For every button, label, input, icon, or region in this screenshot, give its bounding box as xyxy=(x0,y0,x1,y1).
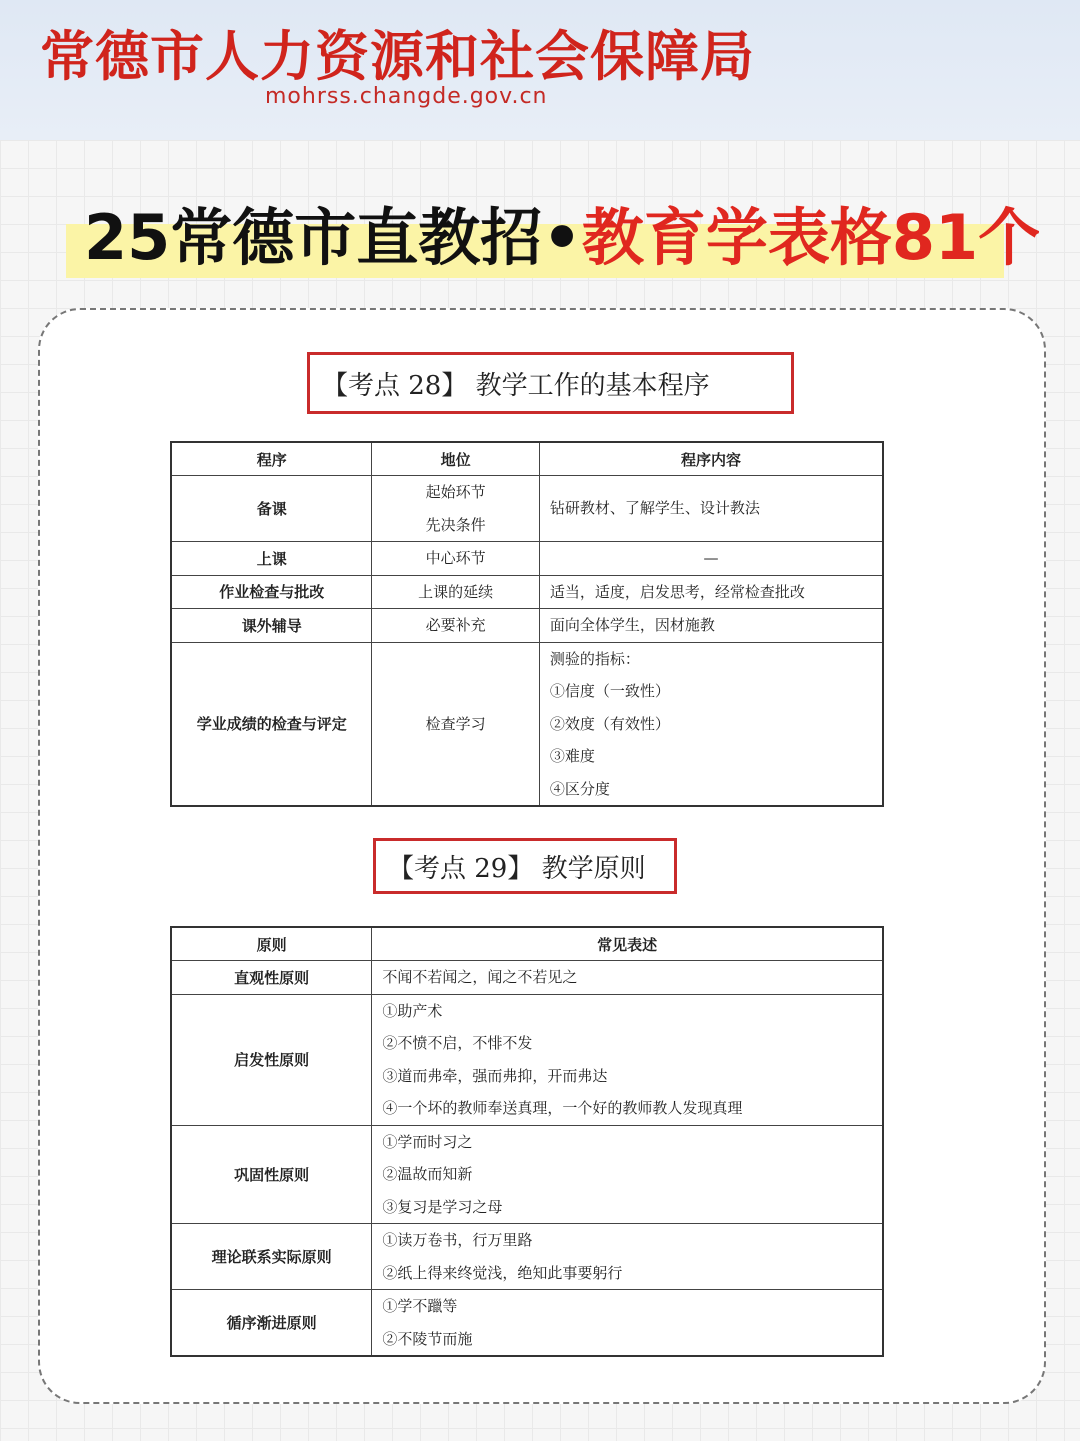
expression-line: ①读万卷书，行万里路 xyxy=(382,1231,533,1249)
column-header: 程序内容 xyxy=(539,442,883,476)
expression-line: ④一个坏的教师奉送真理，一个好的教师教人发现真理 xyxy=(382,1099,743,1117)
table-header-row xyxy=(171,927,883,961)
status-line: 先决条件 xyxy=(425,515,486,534)
status-line: 上课的延续 xyxy=(418,582,494,601)
status-cell xyxy=(372,542,539,576)
status-line: 起始环节 xyxy=(425,483,486,501)
status-cell xyxy=(372,642,539,806)
expression-line: ①学不躐等 xyxy=(382,1297,458,1315)
expression-line: ③复习是学习之母 xyxy=(382,1197,503,1216)
table-row xyxy=(171,961,883,995)
content-line: 测验的指标： xyxy=(549,649,640,668)
principle-cell: 直观性原则 xyxy=(171,961,372,995)
content-cell xyxy=(539,609,883,643)
column-header: 常见表述 xyxy=(372,927,883,961)
expression-line: ①学而时习之 xyxy=(382,1132,473,1151)
section-28-heading: 【考点 28】 教学工作的基本程序 xyxy=(307,352,794,414)
table-row xyxy=(171,1224,883,1290)
table-row xyxy=(171,476,883,542)
procedure-cell: 上课 xyxy=(171,542,372,576)
column-header: 程序 xyxy=(171,442,372,476)
table-row xyxy=(171,994,883,1125)
table-header-row xyxy=(171,442,883,476)
section-29-heading: 【考点 29】 教学原则 xyxy=(373,838,677,894)
content-cell xyxy=(539,476,883,542)
expression-line: ②不愤不启，不悱不发 xyxy=(382,1034,533,1052)
page-title xyxy=(84,188,1040,277)
content-line: 面向全体学生，因材施教 xyxy=(549,616,715,634)
principle-cell: 巩固性原则 xyxy=(171,1125,372,1224)
column-header: 地位 xyxy=(372,442,539,476)
org-name: 常德市人力资源和社会保障局 xyxy=(40,25,755,88)
status-cell xyxy=(372,609,539,643)
column-header: 原则 xyxy=(171,927,372,961)
expression-line: ①助产术 xyxy=(382,1001,443,1020)
procedure-cell: 作业检查与批改 xyxy=(171,575,372,609)
content-line: — xyxy=(703,549,719,567)
table-row xyxy=(171,542,883,576)
expression-cell xyxy=(372,961,883,995)
title-part-1: 25常德市直教招• xyxy=(84,201,582,274)
expression-line: ②不陵节而施 xyxy=(382,1329,473,1348)
status-line: 必要补充 xyxy=(425,616,486,634)
expression-cell xyxy=(372,994,883,1125)
content-line: ②效度（有效性） xyxy=(549,714,670,733)
table-row xyxy=(171,642,883,806)
principle-cell: 循序渐进原则 xyxy=(171,1290,372,1357)
status-line: 检查学习 xyxy=(425,714,486,733)
teaching-procedure-table xyxy=(170,441,884,807)
site-header xyxy=(0,0,1080,140)
table-row xyxy=(171,575,883,609)
table-row xyxy=(171,1290,883,1357)
expression-line: ②纸上得来终觉浅，绝知此事要躬行 xyxy=(382,1263,623,1282)
expression-line: 不闻不若闻之，闻之不若见之 xyxy=(382,968,578,986)
principle-cell: 理论联系实际原则 xyxy=(171,1224,372,1290)
status-line: 中心环节 xyxy=(425,549,486,567)
expression-line: ③道而弗牵，强而弗抑，开而弗达 xyxy=(382,1066,608,1085)
expression-cell xyxy=(372,1224,883,1290)
content-line: 钻研教材、了解学生、设计教法 xyxy=(549,499,760,518)
content-cell xyxy=(539,575,883,609)
teaching-principles-table xyxy=(170,926,884,1357)
content-cell xyxy=(539,542,883,576)
principle-cell: 启发性原则 xyxy=(171,994,372,1125)
content-line: 适当，适度，启发思考，经常检查批改 xyxy=(549,582,805,601)
status-cell xyxy=(372,575,539,609)
procedure-cell: 学业成绩的检查与评定 xyxy=(171,642,372,806)
procedure-cell: 备课 xyxy=(171,476,372,542)
content-line: ④区分度 xyxy=(549,779,610,798)
content-line: ①信度（一致性） xyxy=(549,682,670,700)
title-part-2: 教育学表格81个 xyxy=(581,201,1041,274)
content-line: ③难度 xyxy=(549,747,595,765)
expression-line: ②温故而知新 xyxy=(382,1165,473,1183)
expression-cell xyxy=(372,1290,883,1357)
table-row xyxy=(171,1125,883,1224)
status-cell xyxy=(372,476,539,542)
org-url[interactable]: mohrss.changde.gov.cn xyxy=(265,84,548,109)
procedure-cell: 课外辅导 xyxy=(171,609,372,643)
table-row xyxy=(171,609,883,643)
expression-cell xyxy=(372,1125,883,1224)
content-cell xyxy=(539,642,883,806)
